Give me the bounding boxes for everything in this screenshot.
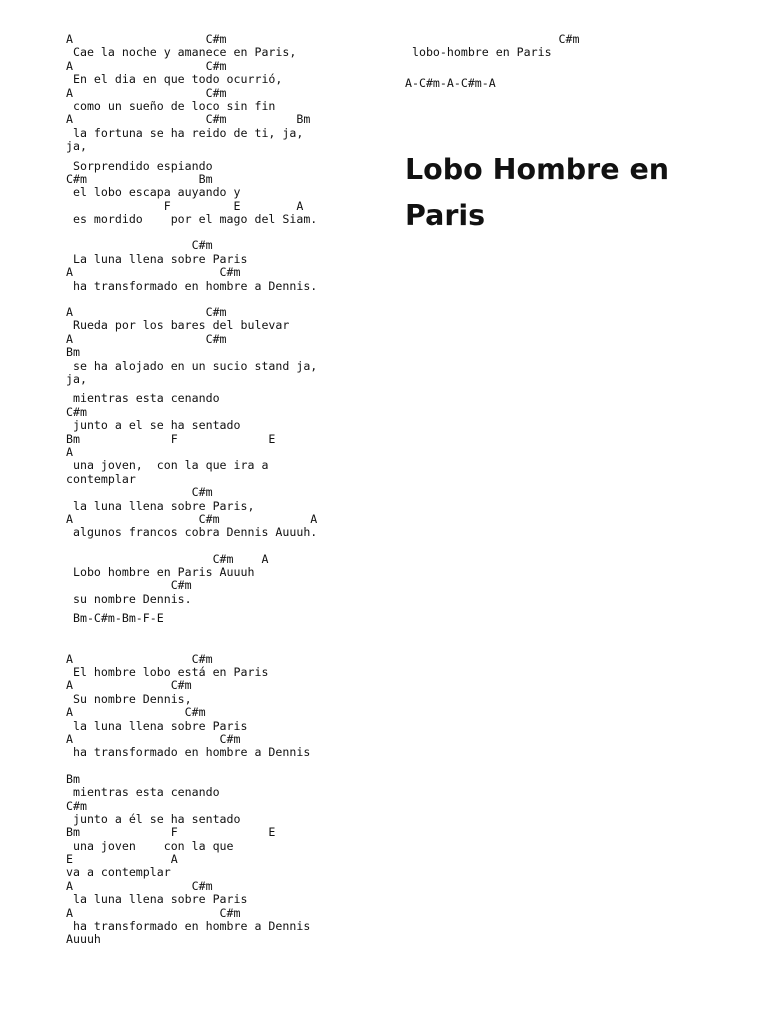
lyric-line: A C#m xyxy=(66,305,227,320)
lyric-line: A-C#m-A-C#m-A xyxy=(405,75,496,90)
lyric-line: una joven, con la que ira a xyxy=(66,458,269,473)
stanza xyxy=(405,77,755,90)
lyrics-left-column xyxy=(66,33,396,947)
stanza xyxy=(66,160,396,227)
lyric-line: Sorprendido espiando xyxy=(66,158,213,173)
lyric-line: C#m xyxy=(405,32,580,46)
stanza xyxy=(66,392,396,539)
lyric-line: A C#m xyxy=(66,731,241,746)
lyric-line: C#m xyxy=(66,404,87,419)
lyric-line: contemplar xyxy=(66,471,136,486)
lyric-line: A C#m xyxy=(66,705,206,720)
lyric-line: su nombre Dennis. xyxy=(66,591,192,606)
lyric-line: C#m A xyxy=(66,551,269,566)
lyric-line: A C#m xyxy=(66,32,227,46)
stanza xyxy=(66,553,396,607)
lyric-line: Auuuh xyxy=(66,932,101,947)
stanza xyxy=(66,773,396,947)
lyric-line: A C#m xyxy=(66,905,241,920)
lyric-line: F E A xyxy=(66,198,304,213)
lyric-line: una joven con la que xyxy=(66,838,234,853)
stanza-gap xyxy=(66,760,396,773)
lyric-line: En el dia en que todo ocurrió, xyxy=(66,72,283,87)
lyric-line: A C#m A xyxy=(66,511,318,526)
stanza xyxy=(66,612,396,625)
lyric-line: la luna llena sobre Paris, xyxy=(66,498,255,513)
lyric-line: Su nombre Dennis, xyxy=(66,691,192,706)
lyric-line: la fortuna se ha reido de ti, ja, xyxy=(66,125,304,140)
stanza-gap xyxy=(66,540,396,553)
lyric-line: lobo-hombre en Paris xyxy=(405,45,552,60)
lyric-line: C#m xyxy=(66,238,213,253)
lyric-line: A C#m xyxy=(66,678,192,693)
lyric-line: la luna llena sobre Paris xyxy=(66,892,248,907)
stanza xyxy=(66,239,396,293)
lyric-line: A C#m xyxy=(66,651,213,666)
stanza xyxy=(66,653,396,760)
lyric-line: La luna llena sobre Paris xyxy=(66,251,248,266)
stanza-gap xyxy=(66,626,396,653)
stanza xyxy=(405,33,755,60)
lyric-line: A C#m xyxy=(66,878,213,893)
lyric-line: Cae la noche y amanece en Paris, xyxy=(66,45,297,60)
stanza xyxy=(66,33,396,154)
lyric-line: se ha alojado en un sucio stand ja, xyxy=(66,358,318,373)
lyric-line: El hombre lobo está en Paris xyxy=(66,665,269,680)
stanza-gap xyxy=(405,60,755,77)
song-title: Lobo Hombre en Paris xyxy=(405,153,670,233)
lyric-line: Bm xyxy=(66,345,80,360)
lyric-line: ja, xyxy=(66,371,87,386)
lyric-line: Bm-C#m-Bm-F-E xyxy=(66,611,164,626)
lyric-line: mientras esta cenando xyxy=(66,391,220,406)
lyric-line: A xyxy=(66,444,73,459)
lyric-line: E A xyxy=(66,852,178,867)
lyric-line: mientras esta cenando xyxy=(66,785,220,800)
lyric-line: ha transformado en hombre a Dennis. xyxy=(66,278,318,293)
lyric-line: A C#m Bm xyxy=(66,112,311,127)
lyric-line: junto a él se ha sentado xyxy=(66,811,241,826)
lyric-line: A C#m xyxy=(66,265,241,280)
lyric-line: Bm F E xyxy=(66,431,276,446)
lyrics-right-lines xyxy=(405,33,755,90)
lyric-line: junto a el se ha sentado xyxy=(66,418,241,433)
lyric-line: Rueda por los bares del bulevar xyxy=(66,318,290,333)
lyric-line: A C#m xyxy=(66,85,227,100)
lyric-line: ha transformado en hombre a Dennis xyxy=(66,919,311,934)
lyric-line: C#m xyxy=(66,578,192,593)
lyric-line: C#m Bm xyxy=(66,171,213,186)
lyric-line: ha transformado en hombre a Dennis xyxy=(66,745,311,760)
lyric-line: C#m xyxy=(66,798,87,813)
stanza xyxy=(66,306,396,386)
lyric-line: A C#m xyxy=(66,58,227,73)
lyric-line: Bm F E xyxy=(66,825,276,840)
lyric-line: Bm xyxy=(66,771,80,786)
lyric-line: C#m xyxy=(66,485,213,500)
lyric-line: la luna llena sobre Paris xyxy=(66,718,248,733)
lyric-line: como un sueño de loco sin fin xyxy=(66,98,276,113)
lyric-line: Lobo hombre en Paris Auuuh xyxy=(66,565,255,580)
lyric-line: algunos francos cobra Dennis Auuuh. xyxy=(66,525,318,540)
lyrics-right-column xyxy=(405,33,755,239)
lyric-line: el lobo escapa auyando y xyxy=(66,185,241,200)
lyric-line: A C#m xyxy=(66,331,227,346)
lyric-line: ja, xyxy=(66,139,87,154)
lyric-line: va a contemplar xyxy=(66,865,171,880)
lyric-line: es mordido por el mago del Siam. xyxy=(66,212,318,227)
